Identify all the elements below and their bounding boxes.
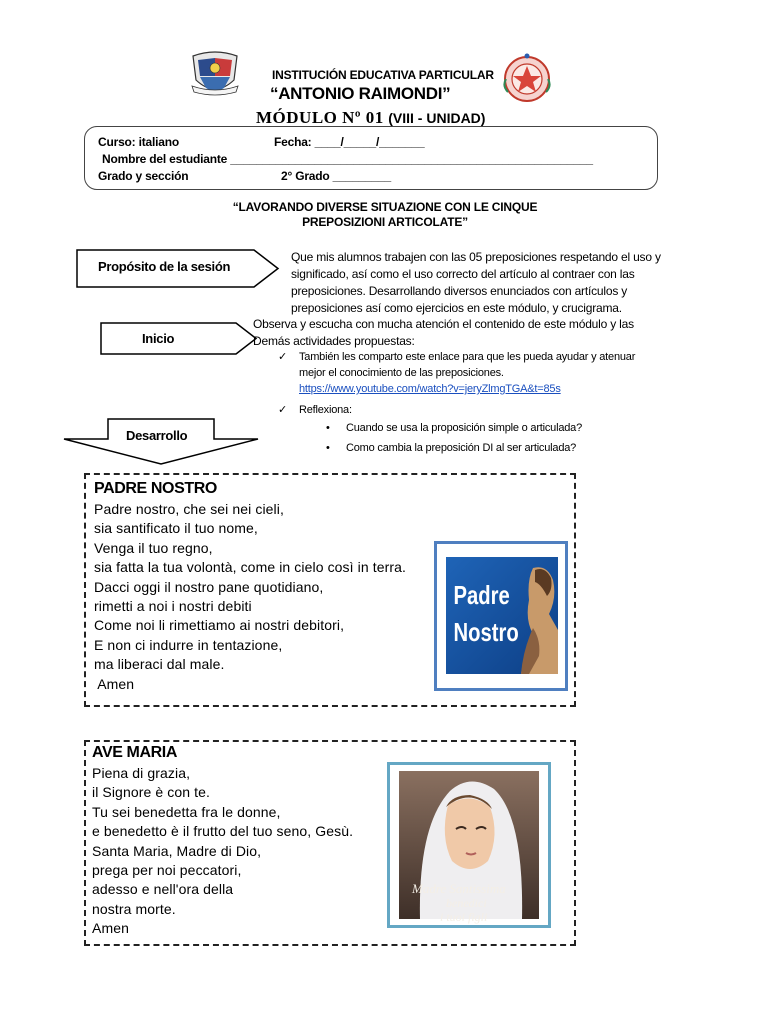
module-heading bbox=[256, 108, 485, 128]
madonna-illustration bbox=[390, 765, 548, 925]
proposito-line: preposiciones así como ejercicios en este módulo, y crucigrama. bbox=[291, 301, 622, 315]
inicio-arrow-shape bbox=[100, 322, 258, 356]
proposito-line: Que mis alumnos trabajen con las 05 preposiciones respetando el uso y bbox=[291, 250, 661, 264]
padre-nostro-image bbox=[434, 541, 568, 691]
madonna-image-text-1: Madre Santissima bbox=[412, 881, 506, 896]
prayer-line: E non ci indurre in tentazione, bbox=[94, 636, 283, 653]
inicio-text bbox=[253, 316, 634, 350]
prayer-line: Amen bbox=[94, 675, 135, 692]
school-crest-logo bbox=[190, 50, 240, 96]
prayer-line: Padre nostro, che sei nei cieli, bbox=[94, 501, 284, 517]
padre-nostro-illustration bbox=[437, 544, 565, 688]
link-note-line: mejor el conocimiento de las preposiciones. bbox=[299, 367, 504, 379]
bullet-icon: • bbox=[326, 422, 330, 434]
youtube-link[interactable]: https://www.youtube.com/watch?v=jeryZlmgTGA&t=85s bbox=[299, 383, 561, 395]
date-field: Fecha: ____/_____/_______ bbox=[274, 135, 425, 149]
prayer-line: e benedetto è il frutto del tuo seno, Gesù. bbox=[92, 823, 354, 840]
seal-logo bbox=[500, 52, 554, 104]
module-unit: (VIII - UNIDAD) bbox=[388, 110, 486, 126]
checkmark-icon: ✓ bbox=[278, 351, 288, 363]
grade-section-label: Grado y sección bbox=[98, 169, 189, 183]
prayer-line: sia fatta la tua volontà, come in cielo così in terra. bbox=[94, 559, 406, 576]
prayer-line: nostra morte. bbox=[92, 900, 176, 917]
institution-line: INSTITUCIÓN EDUCATIVA PARTICULAR bbox=[272, 68, 494, 82]
prayer-line: ma liberaci dal male. bbox=[94, 656, 225, 673]
question-item: Cuando se usa la proposición simple o articulada? bbox=[346, 422, 583, 434]
madonna-image-text-3: i tuoi figli bbox=[440, 910, 488, 924]
prayer-line: il Signore è con te. bbox=[92, 784, 210, 801]
reflexiona-label: Reflexiona: bbox=[299, 404, 352, 416]
school-name: “ANTONIO RAIMONDI” bbox=[270, 84, 451, 103]
ave-maria-text bbox=[92, 764, 353, 939]
proposito-line: preposiciones. Desarrollando diversos enunciados con artículos y bbox=[291, 284, 628, 298]
prayer-line: Dacci oggi il nostro pane quotidiano, bbox=[94, 578, 324, 595]
prayer-line: adesso e nell'ora della bbox=[92, 881, 234, 898]
prayer-line: sia santificato il tuo nome, bbox=[94, 520, 258, 537]
prayer-line: prega per noi peccatori, bbox=[92, 862, 242, 879]
prayer-line: Amen bbox=[92, 920, 129, 937]
bullet-icon: • bbox=[326, 442, 330, 454]
link-note bbox=[299, 349, 635, 397]
padre-nostro-image-text-1: Padre bbox=[453, 580, 510, 610]
prayer-line: Venga il tuo regno, bbox=[94, 539, 213, 556]
link-note-line: También les comparto este enlace para que les pueda ayudar y atenuar bbox=[299, 351, 636, 363]
prayer-line: Piena di grazia, bbox=[92, 765, 191, 781]
topic-line-2: PREPOSIZIONI ARTICOLATE” bbox=[302, 215, 468, 229]
prayer-line: Tu sei benedetta fra le donne, bbox=[92, 803, 281, 820]
student-name-field: Nombre del estudiante ________________________________________________________ bbox=[102, 152, 593, 166]
prayer-line: rimetti a noi i nostri debiti bbox=[94, 598, 252, 615]
inicio-line: Observa y escucha con mucha atención el contenido de este módulo y las bbox=[253, 317, 634, 331]
desarrollo-label: Desarrollo bbox=[126, 428, 188, 443]
topic-line-1: “LAVORANDO DIVERSE SITUAZIONE CON LE CINQUE bbox=[232, 200, 538, 214]
proposito-label: Propósito de la sesión bbox=[98, 259, 231, 274]
ave-maria-image bbox=[387, 762, 551, 928]
ave-maria-title: AVE MARIA bbox=[92, 744, 177, 761]
question-item: Como cambia la preposición DI al ser articulada? bbox=[346, 442, 577, 454]
prayer-line: Santa Maria, Madre di Dio, bbox=[92, 842, 262, 859]
proposito-text bbox=[291, 249, 661, 317]
inicio-label: Inicio bbox=[142, 331, 175, 346]
proposito-line: significado, así como el uso correcto del artículo al contraer con las bbox=[291, 267, 635, 281]
padre-nostro-image-text-2: Nostro bbox=[453, 617, 519, 647]
checkmark-icon: ✓ bbox=[278, 404, 288, 416]
module-title: MÓDULO Nº 01 bbox=[256, 108, 384, 127]
inicio-line: Demás actividades propuestas: bbox=[253, 334, 415, 348]
prayer-line: Come noi li rimettiamo ai nostri debitori, bbox=[94, 617, 345, 634]
grade-field: 2° Grado _________ bbox=[281, 169, 391, 183]
padre-nostro-text bbox=[94, 500, 406, 694]
session-topic bbox=[180, 200, 590, 230]
madonna-image-text-2: benedici bbox=[446, 896, 487, 910]
padre-nostro-title: PADRE NOSTRO bbox=[94, 480, 217, 497]
course-field: Curso: italiano bbox=[98, 135, 180, 149]
